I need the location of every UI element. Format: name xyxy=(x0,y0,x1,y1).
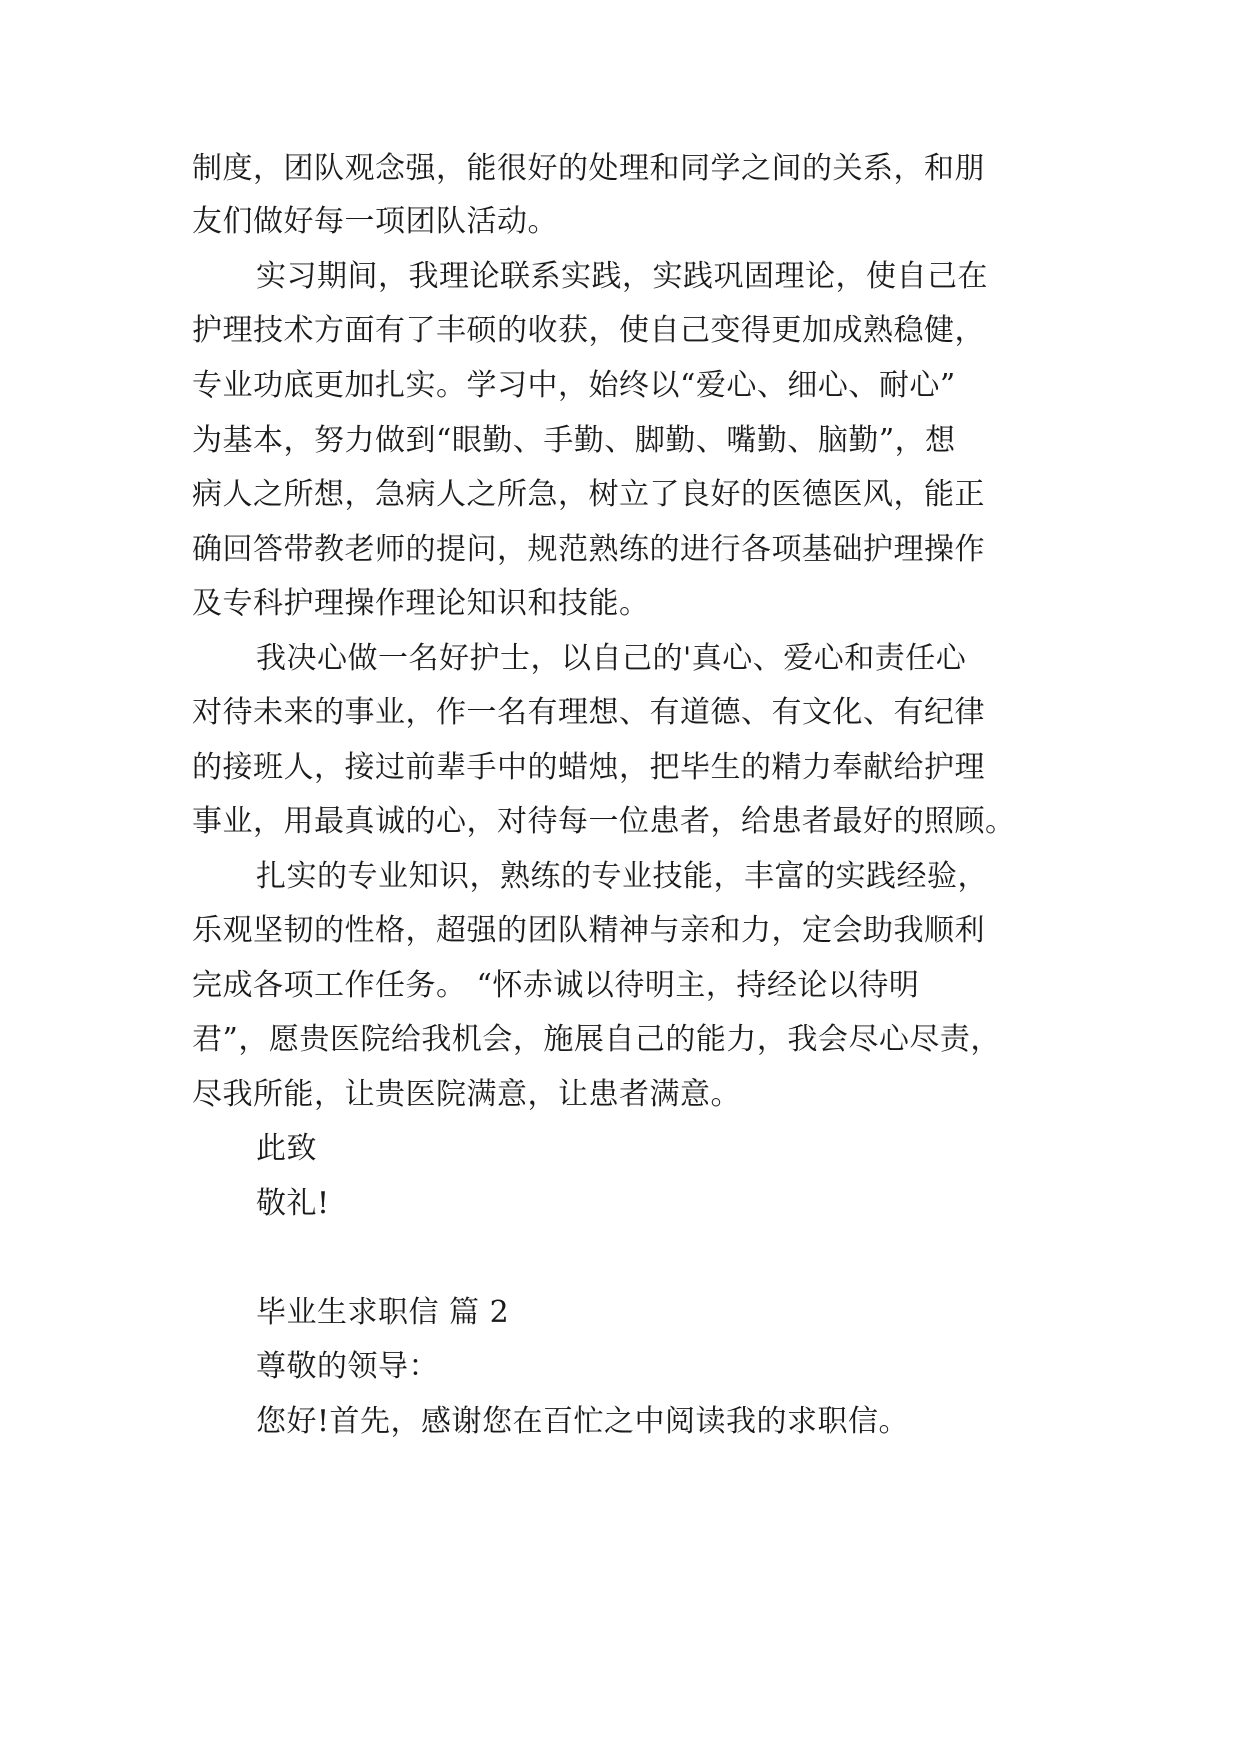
paragraph-line: 完成各项工作任务。 “怀赤诚以待明主，持经论以待明 xyxy=(192,968,920,1003)
paragraph-line: 扎实的专业知识，熟练的专业技能，丰富的实践经验， xyxy=(256,859,988,894)
letter-opening: 您好!首先，感谢您在百忙之中阅读我的求职信。 xyxy=(256,1404,910,1439)
paragraph-line: 君”，愿贵医院给我机会，施展自己的能力，我会尽心尽责， xyxy=(192,1022,1001,1057)
paragraph-line: 友们做好每一项团队活动。 xyxy=(192,204,558,239)
paragraph-line: 我决心做一名好护士，以自己的'真心、爱心和责任心 xyxy=(256,641,967,676)
paragraph-line: 病人之所想，急病人之所急，树立了良好的医德医风，能正 xyxy=(192,477,985,512)
paragraph-line: 及专科护理操作理论知识和技能。 xyxy=(192,586,650,621)
paragraph-line: 的接班人，接过前辈手中的蜡烛，把毕生的精力奉献给护理 xyxy=(192,750,985,785)
paragraph-line: 事业，用最真诚的心，对待每一位患者，给患者最好的照顾。 xyxy=(192,804,1016,839)
paragraph-line: 确回答带教老师的提问，规范熟练的进行各项基础护理操作 xyxy=(192,532,985,567)
section-title: 毕业生求职信 篇 2 xyxy=(256,1295,510,1330)
paragraph-line: 为基本，努力做到“眼勤、手勤、脚勤、嘴勤、脑勤”，想 xyxy=(192,423,956,458)
paragraph-line: 护理技术方面有了丰硕的收获，使自己变得更加成熟稳健， xyxy=(192,313,985,348)
closing-regards: 敬礼! xyxy=(256,1186,330,1221)
closing-salutation: 此致 xyxy=(256,1131,317,1166)
paragraph-line: 乐观坚韧的性格，超强的团队精神与亲和力，定会助我顺利 xyxy=(192,913,985,948)
paragraph-line: 专业功底更加扎实。学习中，始终以“爱心、细心、耐心” xyxy=(192,368,956,403)
paragraph-line: 对待未来的事业，作一名有理想、有道德、有文化、有纪律 xyxy=(192,695,985,730)
paragraph-line: 实习期间，我理论联系实践，实践巩固理论，使自己在 xyxy=(256,259,988,294)
paragraph-line: 尽我所能，让贵医院满意，让患者满意。 xyxy=(192,1077,741,1112)
paragraph-line: 制度，团队观念强，能很好的处理和同学之间的关系，和朋 xyxy=(192,151,985,186)
letter-greeting: 尊敬的领导： xyxy=(256,1349,439,1384)
